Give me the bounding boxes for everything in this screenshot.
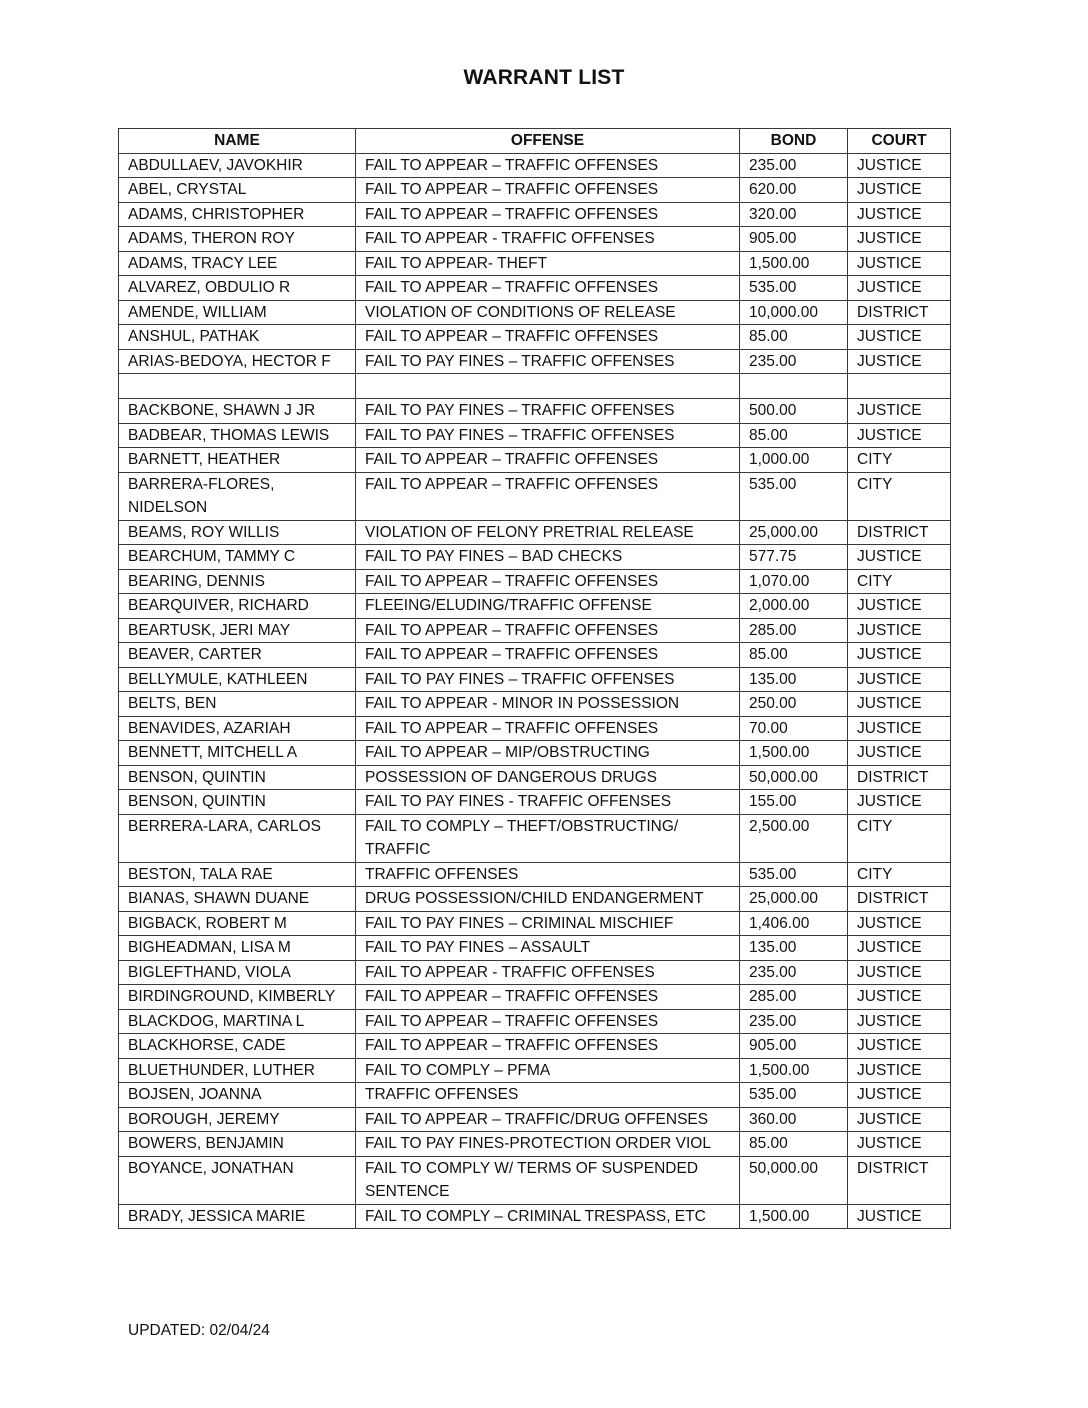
table-row (119, 1009, 951, 1034)
cell-offense: FAIL TO APPEAR- THEFT (356, 251, 740, 276)
cell-name: BARNETT, HEATHER (119, 448, 356, 473)
cell-court: JUSTICE (848, 936, 951, 961)
cell-court: JUSTICE (848, 594, 951, 619)
cell-bond: 25,000.00 (740, 887, 848, 912)
cell-bond: 620.00 (740, 178, 848, 203)
column-header-bond: BOND (740, 129, 848, 154)
cell-court: JUSTICE (848, 399, 951, 424)
cell-bond (740, 374, 848, 399)
table-row (119, 960, 951, 985)
cell-name: BRADY, JESSICA MARIE (119, 1204, 356, 1229)
table-row (119, 667, 951, 692)
cell-court: DISTRICT (848, 520, 951, 545)
cell-name: BEAMS, ROY WILLIS (119, 520, 356, 545)
cell-court: JUSTICE (848, 1083, 951, 1108)
cell-offense: TRAFFIC OFFENSES (356, 1083, 740, 1108)
cell-bond: 285.00 (740, 618, 848, 643)
cell-bond: 85.00 (740, 423, 848, 448)
table-row (119, 545, 951, 570)
cell-offense: FAIL TO PAY FINES – ASSAULT (356, 936, 740, 961)
cell-bond: 535.00 (740, 862, 848, 887)
cell-bond: 85.00 (740, 643, 848, 668)
cell-court: JUSTICE (848, 790, 951, 815)
table-row (119, 741, 951, 766)
cell-court: JUSTICE (848, 251, 951, 276)
table-row (119, 349, 951, 374)
cell-bond: 1,500.00 (740, 741, 848, 766)
cell-bond: 2,500.00 (740, 814, 848, 862)
cell-offense: FAIL TO PAY FINES – BAD CHECKS (356, 545, 740, 570)
cell-bond: 535.00 (740, 1083, 848, 1108)
cell-offense: FAIL TO APPEAR – TRAFFIC OFFENSES (356, 325, 740, 350)
cell-court: DISTRICT (848, 300, 951, 325)
cell-name: BERRERA-LARA, CARLOS (119, 814, 356, 862)
cell-court: JUSTICE (848, 1009, 951, 1034)
table-row (119, 790, 951, 815)
cell-bond: 285.00 (740, 985, 848, 1010)
cell-name: BIRDINGROUND, KIMBERLY (119, 985, 356, 1010)
cell-name: BESTON, TALA RAE (119, 862, 356, 887)
cell-name: BENSON, QUINTIN (119, 790, 356, 815)
cell-offense: FAIL TO COMPLY – PFMA (356, 1058, 740, 1083)
cell-bond: 70.00 (740, 716, 848, 741)
table-row (119, 1083, 951, 1108)
cell-court: CITY (848, 448, 951, 473)
cell-name: BARRERA-FLORES, NIDELSON (119, 472, 356, 520)
cell-name: BELLYMULE, KATHLEEN (119, 667, 356, 692)
cell-offense: FAIL TO APPEAR – TRAFFIC OFFENSES (356, 1034, 740, 1059)
cell-bond: 2,000.00 (740, 594, 848, 619)
cell-name: BLACKDOG, MARTINA L (119, 1009, 356, 1034)
table-row (119, 153, 951, 178)
table-row (119, 716, 951, 741)
cell-offense: DRUG POSSESSION/CHILD ENDANGERMENT (356, 887, 740, 912)
cell-bond: 85.00 (740, 1132, 848, 1157)
table-row (119, 520, 951, 545)
cell-name: BLUETHUNDER, LUTHER (119, 1058, 356, 1083)
table-row (119, 814, 951, 862)
table-row (119, 227, 951, 252)
cell-offense: FAIL TO PAY FINES – TRAFFIC OFFENSES (356, 399, 740, 424)
cell-bond: 1,406.00 (740, 911, 848, 936)
cell-name: BOWERS, BENJAMIN (119, 1132, 356, 1157)
cell-bond: 1,000.00 (740, 448, 848, 473)
cell-court: JUSTICE (848, 153, 951, 178)
table-row (119, 1034, 951, 1059)
cell-offense: FAIL TO APPEAR – TRAFFIC OFFENSES (356, 643, 740, 668)
cell-offense: FAIL TO APPEAR – TRAFFIC OFFENSES (356, 1009, 740, 1034)
cell-name: ADAMS, CHRISTOPHER (119, 202, 356, 227)
cell-bond: 905.00 (740, 1034, 848, 1059)
cell-court: JUSTICE (848, 202, 951, 227)
table-row (119, 399, 951, 424)
cell-court: JUSTICE (848, 667, 951, 692)
cell-name: BACKBONE, SHAWN J JR (119, 399, 356, 424)
cell-court: DISTRICT (848, 887, 951, 912)
table-row (119, 251, 951, 276)
cell-name: BOJSEN, JOANNA (119, 1083, 356, 1108)
cell-name: BEAVER, CARTER (119, 643, 356, 668)
cell-court: CITY (848, 814, 951, 862)
cell-offense: FAIL TO APPEAR – TRAFFIC OFFENSES (356, 178, 740, 203)
cell-court: JUSTICE (848, 349, 951, 374)
cell-name: BEARING, DENNIS (119, 569, 356, 594)
cell-court: DISTRICT (848, 1156, 951, 1204)
column-header-court: COURT (848, 129, 951, 154)
cell-bond: 1,070.00 (740, 569, 848, 594)
cell-bond: 10,000.00 (740, 300, 848, 325)
cell-court: JUSTICE (848, 692, 951, 717)
cell-court: CITY (848, 569, 951, 594)
cell-court: JUSTICE (848, 423, 951, 448)
cell-bond: 577.75 (740, 545, 848, 570)
cell-court: CITY (848, 472, 951, 520)
cell-court (848, 374, 951, 399)
cell-name: BADBEAR, THOMAS LEWIS (119, 423, 356, 448)
cell-offense: FAIL TO PAY FINES – TRAFFIC OFFENSES (356, 349, 740, 374)
cell-court: JUSTICE (848, 618, 951, 643)
cell-name: ARIAS-BEDOYA, HECTOR F (119, 349, 356, 374)
cell-offense: FAIL TO APPEAR – TRAFFIC OFFENSES (356, 569, 740, 594)
table-row (119, 423, 951, 448)
cell-offense: FAIL TO APPEAR – TRAFFIC OFFENSES (356, 716, 740, 741)
cell-name: BELTS, BEN (119, 692, 356, 717)
cell-offense: FAIL TO APPEAR - TRAFFIC OFFENSES (356, 227, 740, 252)
cell-offense: VIOLATION OF FELONY PRETRIAL RELEASE (356, 520, 740, 545)
warrant-table (118, 128, 951, 1229)
cell-bond: 135.00 (740, 936, 848, 961)
cell-court: JUSTICE (848, 178, 951, 203)
cell-bond: 1,500.00 (740, 251, 848, 276)
cell-offense: FAIL TO APPEAR – TRAFFIC/DRUG OFFENSES (356, 1107, 740, 1132)
cell-name (119, 374, 356, 399)
cell-court: JUSTICE (848, 1204, 951, 1229)
cell-court: JUSTICE (848, 1034, 951, 1059)
cell-offense: FAIL TO PAY FINES – CRIMINAL MISCHIEF (356, 911, 740, 936)
cell-bond: 320.00 (740, 202, 848, 227)
table-row (119, 1107, 951, 1132)
table-row (119, 643, 951, 668)
cell-bond: 500.00 (740, 399, 848, 424)
cell-offense: FAIL TO PAY FINES - TRAFFIC OFFENSES (356, 790, 740, 815)
table-row (119, 887, 951, 912)
cell-offense: FAIL TO APPEAR – TRAFFIC OFFENSES (356, 448, 740, 473)
table-row (119, 862, 951, 887)
cell-court: JUSTICE (848, 227, 951, 252)
table-row (119, 911, 951, 936)
cell-name: BENAVIDES, AZARIAH (119, 716, 356, 741)
cell-offense: FAIL TO PAY FINES-PROTECTION ORDER VIOL (356, 1132, 740, 1157)
table-row (119, 276, 951, 301)
cell-offense: FAIL TO APPEAR – TRAFFIC OFFENSES (356, 153, 740, 178)
table-row (119, 936, 951, 961)
cell-offense: FLEEING/ELUDING/TRAFFIC OFFENSE (356, 594, 740, 619)
cell-bond: 155.00 (740, 790, 848, 815)
cell-court: DISTRICT (848, 765, 951, 790)
cell-bond: 25,000.00 (740, 520, 848, 545)
cell-offense: FAIL TO COMPLY W/ TERMS OF SUSPENDED SENTENCE (356, 1156, 740, 1204)
cell-name: ADAMS, TRACY LEE (119, 251, 356, 276)
cell-name: BOYANCE, JONATHAN (119, 1156, 356, 1204)
cell-name: BIGHEADMAN, LISA M (119, 936, 356, 961)
column-header-offense: OFFENSE (356, 129, 740, 154)
cell-court: JUSTICE (848, 276, 951, 301)
cell-name: ABEL, CRYSTAL (119, 178, 356, 203)
cell-bond: 905.00 (740, 227, 848, 252)
cell-offense: FAIL TO APPEAR – TRAFFIC OFFENSES (356, 202, 740, 227)
cell-name: BENNETT, MITCHELL A (119, 741, 356, 766)
table-row (119, 1156, 951, 1204)
cell-bond: 1,500.00 (740, 1204, 848, 1229)
cell-court: JUSTICE (848, 716, 951, 741)
cell-bond: 250.00 (740, 692, 848, 717)
cell-name: ALVAREZ, OBDULIO R (119, 276, 356, 301)
table-row (119, 202, 951, 227)
table-row (119, 1058, 951, 1083)
cell-offense: FAIL TO APPEAR – TRAFFIC OFFENSES (356, 276, 740, 301)
cell-name: BIGLEFTHAND, VIOLA (119, 960, 356, 985)
cell-bond: 535.00 (740, 472, 848, 520)
table-row (119, 325, 951, 350)
table-row (119, 178, 951, 203)
cell-offense: FAIL TO PAY FINES – TRAFFIC OFFENSES (356, 423, 740, 448)
cell-bond: 135.00 (740, 667, 848, 692)
cell-name: BIGBACK, ROBERT M (119, 911, 356, 936)
table-row (119, 300, 951, 325)
cell-name: BEARQUIVER, RICHARD (119, 594, 356, 619)
cell-court: JUSTICE (848, 1058, 951, 1083)
table-row (119, 618, 951, 643)
cell-offense: FAIL TO APPEAR – TRAFFIC OFFENSES (356, 472, 740, 520)
cell-bond: 235.00 (740, 153, 848, 178)
cell-name: ADAMS, THERON ROY (119, 227, 356, 252)
column-header-name: NAME (119, 129, 356, 154)
table-row (119, 765, 951, 790)
cell-offense (356, 374, 740, 399)
cell-court: JUSTICE (848, 643, 951, 668)
cell-offense: FAIL TO APPEAR – MIP/OBSTRUCTING (356, 741, 740, 766)
table-row (119, 1132, 951, 1157)
cell-name: AMENDE, WILLIAM (119, 300, 356, 325)
cell-bond: 50,000.00 (740, 1156, 848, 1204)
cell-offense: FAIL TO PAY FINES – TRAFFIC OFFENSES (356, 667, 740, 692)
cell-name: BEARTUSK, JERI MAY (119, 618, 356, 643)
cell-name: BENSON, QUINTIN (119, 765, 356, 790)
cell-name: BLACKHORSE, CADE (119, 1034, 356, 1059)
cell-offense: FAIL TO APPEAR - TRAFFIC OFFENSES (356, 960, 740, 985)
table-row (119, 1204, 951, 1229)
cell-bond: 235.00 (740, 960, 848, 985)
cell-name: ANSHUL, PATHAK (119, 325, 356, 350)
cell-offense: TRAFFIC OFFENSES (356, 862, 740, 887)
page-title: WARRANT LIST (463, 66, 625, 89)
cell-bond: 360.00 (740, 1107, 848, 1132)
cell-court: JUSTICE (848, 911, 951, 936)
table-header-row (119, 129, 951, 154)
table-row (119, 594, 951, 619)
updated-date: UPDATED: 02/04/24 (128, 1322, 270, 1339)
cell-bond: 235.00 (740, 349, 848, 374)
table-row (119, 692, 951, 717)
cell-court: CITY (848, 862, 951, 887)
cell-offense: FAIL TO COMPLY – THEFT/OBSTRUCTING/ TRAFFIC (356, 814, 740, 862)
cell-name: BEARCHUM, TAMMY C (119, 545, 356, 570)
table-row (119, 985, 951, 1010)
cell-bond: 235.00 (740, 1009, 848, 1034)
cell-offense: FAIL TO APPEAR – TRAFFIC OFFENSES (356, 618, 740, 643)
cell-court: JUSTICE (848, 325, 951, 350)
cell-offense: FAIL TO COMPLY – CRIMINAL TRESPASS, ETC (356, 1204, 740, 1229)
cell-court: JUSTICE (848, 1132, 951, 1157)
cell-court: JUSTICE (848, 960, 951, 985)
cell-bond: 50,000.00 (740, 765, 848, 790)
table-body (119, 153, 951, 1229)
cell-court: JUSTICE (848, 741, 951, 766)
cell-offense: FAIL TO APPEAR - MINOR IN POSSESSION (356, 692, 740, 717)
cell-offense: FAIL TO APPEAR – TRAFFIC OFFENSES (356, 985, 740, 1010)
cell-court: JUSTICE (848, 545, 951, 570)
cell-bond: 535.00 (740, 276, 848, 301)
cell-offense: POSSESSION OF DANGEROUS DRUGS (356, 765, 740, 790)
cell-bond: 85.00 (740, 325, 848, 350)
cell-court: JUSTICE (848, 985, 951, 1010)
cell-court: JUSTICE (848, 1107, 951, 1132)
cell-offense: VIOLATION OF CONDITIONS OF RELEASE (356, 300, 740, 325)
table-row (119, 472, 951, 520)
cell-name: ABDULLAEV, JAVOKHIR (119, 153, 356, 178)
table-row (119, 374, 951, 399)
table-row (119, 569, 951, 594)
cell-name: BOROUGH, JEREMY (119, 1107, 356, 1132)
table-row (119, 448, 951, 473)
cell-name: BIANAS, SHAWN DUANE (119, 887, 356, 912)
cell-bond: 1,500.00 (740, 1058, 848, 1083)
